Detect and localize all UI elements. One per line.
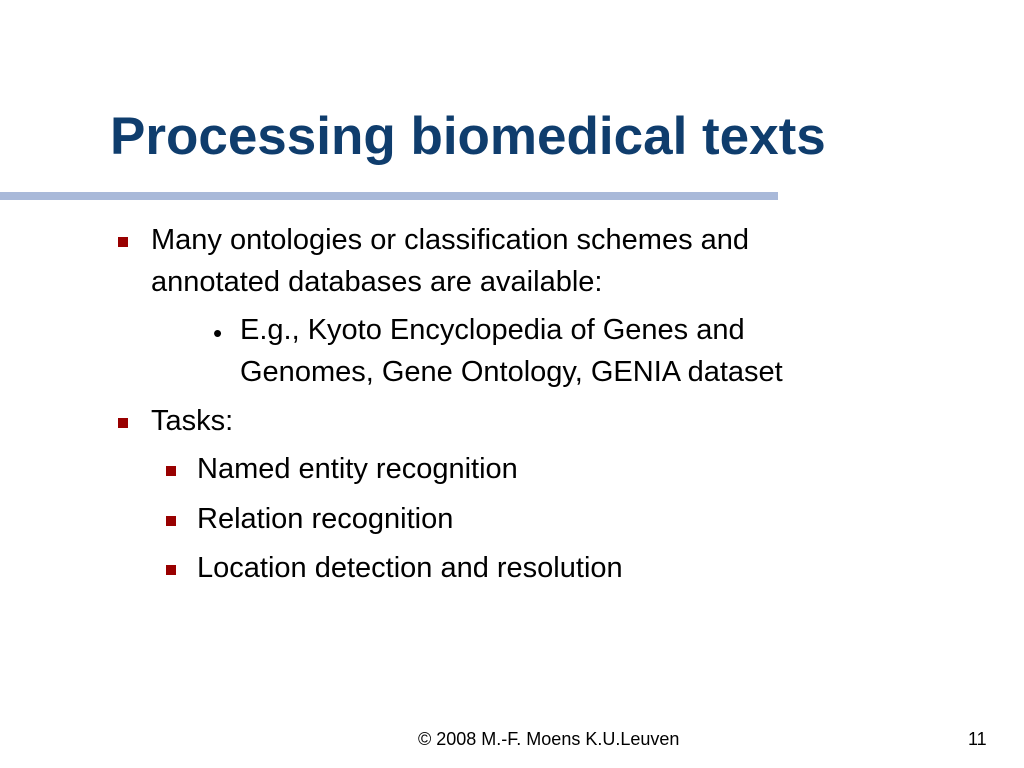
slide-title: Processing biomedical texts: [110, 107, 826, 166]
bullet-1-line-2: annotated databases are available:: [151, 266, 603, 298]
footer-copyright: © 2008 M.-F. Moens K.U.Leuven: [418, 729, 680, 749]
dot-bullet-icon: •: [213, 318, 223, 348]
title-underline: [0, 192, 778, 200]
square-bullet-icon: [118, 418, 128, 428]
sub-bullet-line-1: E.g., Kyoto Encyclopedia of Genes and: [240, 314, 745, 346]
sub-bullet-line-2: Genomes, Gene Ontology, GENIA dataset: [240, 356, 783, 388]
square-bullet-icon: [166, 466, 176, 476]
square-bullet-icon: [118, 237, 128, 247]
page-number: 11: [968, 729, 987, 749]
bullet-1-line-1: Many ontologies or classification schemes and: [151, 224, 750, 256]
square-bullet-icon: [166, 565, 176, 575]
task-item: Location detection and resolution: [197, 552, 623, 584]
square-bullet-icon: [166, 516, 176, 526]
task-item: Relation recognition: [197, 503, 454, 535]
task-item: Named entity recognition: [197, 453, 518, 485]
bullet-2-line-1: Tasks:: [151, 405, 234, 437]
